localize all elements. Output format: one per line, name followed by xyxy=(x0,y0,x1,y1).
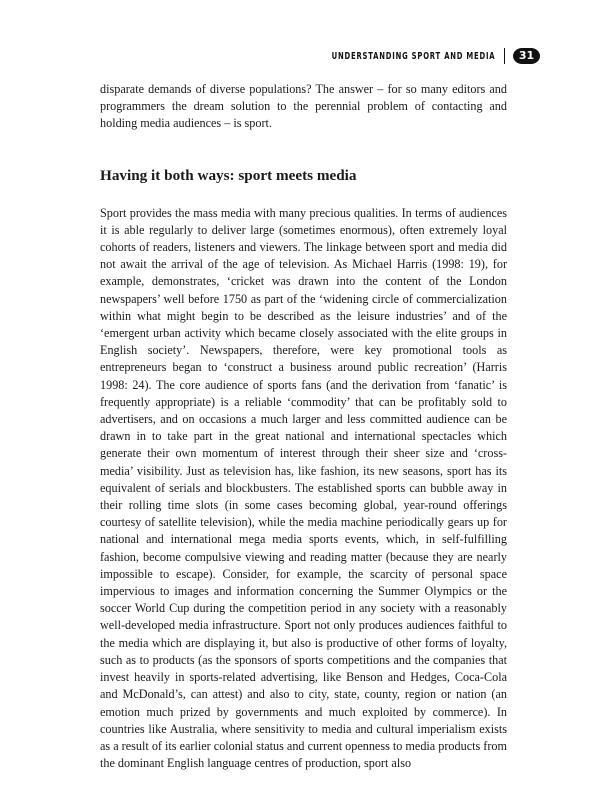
page-body xyxy=(100,81,507,772)
header-divider xyxy=(504,48,506,64)
paragraph-continuation: disparate demands of diverse populations? The answer – for so many editors and programmers the dream solution to the perennial problem of contacting and holding media audiences – is sport. xyxy=(100,82,507,131)
page-number-badge: 31 xyxy=(513,48,540,64)
running-title: UNDERSTANDING SPORT AND MEDIA xyxy=(331,50,496,62)
running-head xyxy=(268,47,540,65)
body-paragraph: Sport provides the mass media with many precious qualities. In terms of audiences it is able regularly to deliver large (sometimes enormous), often extremely loyal cohorts of readers, listeners and viewers. The linkage between sport and media did not await the arrival of the age of television. As Michael Harris (1998: 19), for example, demonstrates, ‘cricket was drawn into the content of the London newspapers’ well before 1750 as part of the ‘widening circle of commercialization within what might begin to be described as the leisure industries’ and of the ‘emergent urban activity which became closely associated with the elite groups in English society’. Newspapers, therefore, were key promotional tools as entrepreneurs began to ‘construct a business around public recreation’ (Harris 1998: 24). The core audience of sports fans (and the derivation from ‘fanatic’ is frequently appropriate) is a reliable ‘commodity’ that can be profitably sold to advertisers, and on occasions a much larger and less committed audience can be drawn in to take part in the great national and international spectacles which generate their own momentum of interest through their sheer size and ‘cross-media’ visibility. Just as television has, like fashion, its new seasons, sport has its equivalent of serials and blockbusters. The established sports can bubble away in their rolling time slots (in some cases becoming global, year-round offerings courtesy of satellite television), while the media machine periodically gears up for national and international mega media sports events, which, in self-fulfilling fashion, become compulsive viewing and reading matter (because they are nearly impossible to escape). Consider, for example, the scarcity of personal space impervious to images and information concerning the Summer Olympics or the soccer World Cup during the competition period in any society with a reasonably well-developed media infrastructure. Sport not only produces audiences faithful to the media which are displaying it, but also is productive of other forms of loyalty, such as to products (as the sponsors of sports competitions and the companies that invest heavily in sports-related advertising, like Benson and Hedges, Coca-Cola and McDonald’s, can attest) and also to city, state, county, region or nation (an emotion much prized by governments and much exploited by commerce). In countries like Australia, where sensitivity to media and cultural imperialism exists as a result of its earlier colonial status and current openness to media products from the dominant English language centres of production, sport also xyxy=(100,205,507,771)
section-heading: Having it both ways: sport meets media xyxy=(100,166,357,184)
